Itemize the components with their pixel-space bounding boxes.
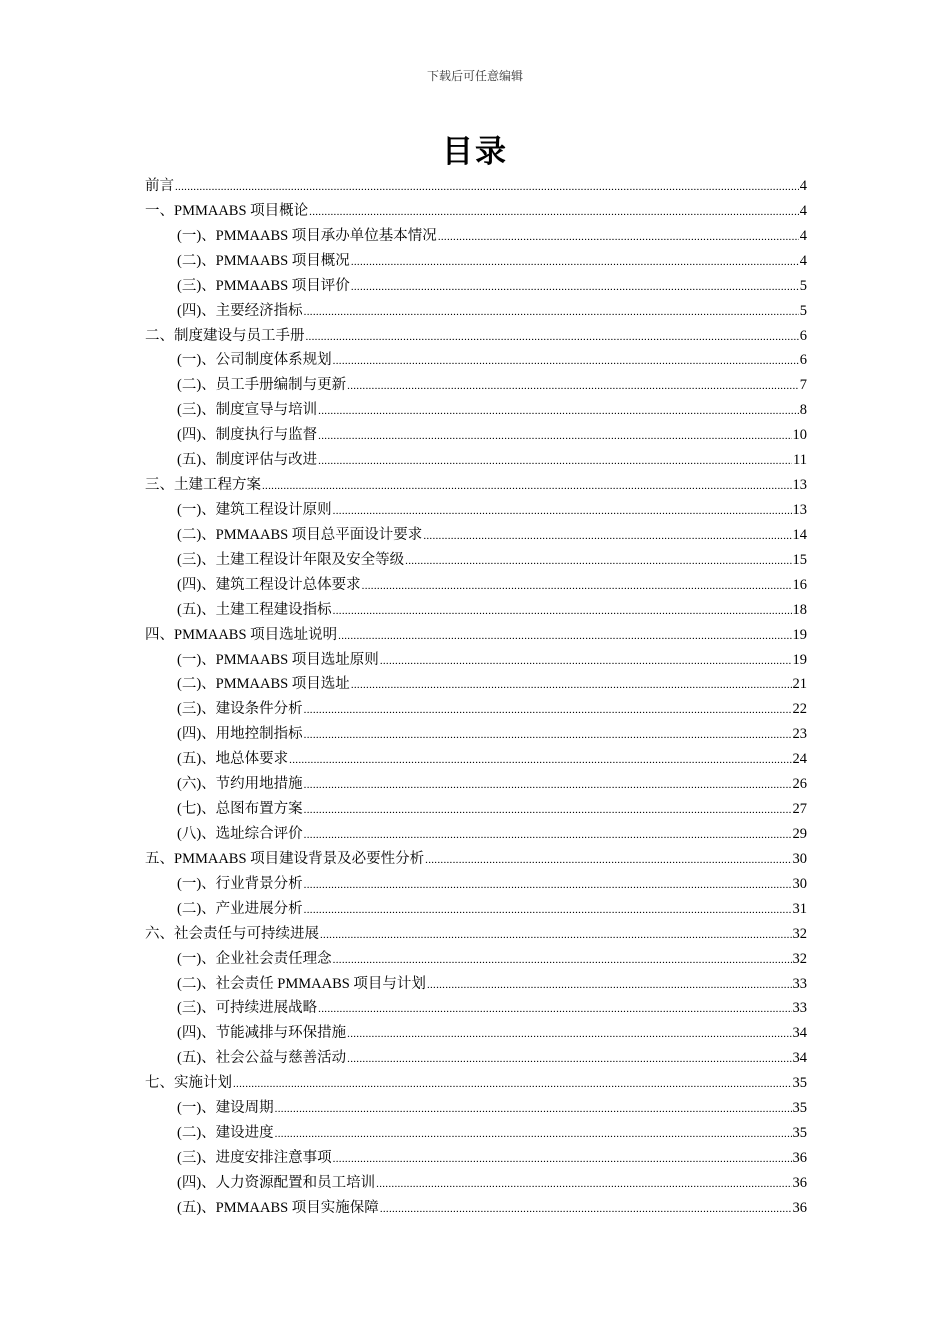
toc-entry-page: 34 — [792, 1025, 807, 1042]
toc-entry[interactable] — [145, 1171, 807, 1196]
toc-entry-page: 34 — [792, 1050, 807, 1067]
toc-leader-dots — [309, 200, 799, 225]
toc-entry-title: (二)、PMMAABS 项目概况 — [177, 252, 350, 269]
toc-entry[interactable] — [145, 1071, 807, 1096]
toc-leader-dots — [423, 524, 791, 549]
toc-entry[interactable] — [145, 324, 807, 349]
toc-leader-dots — [405, 549, 791, 574]
toc-entry-title: 二、制度建设与员工手册 — [145, 327, 305, 344]
toc-entry-title: (四)、建筑工程设计总体要求 — [177, 576, 361, 593]
toc-entry-title: (五)、土建工程建设指标 — [177, 601, 332, 618]
toc-entry[interactable] — [145, 174, 807, 199]
toc-entry-page: 26 — [792, 776, 807, 793]
toc-entry-title: (一)、PMMAABS 项目承办单位基本情况 — [177, 227, 437, 244]
toc-entry-page: 5 — [799, 277, 807, 294]
toc-entry-title: (四)、人力资源配置和员工培训 — [177, 1174, 376, 1191]
toc-entry-page: 7 — [799, 377, 807, 394]
toc-entry[interactable] — [145, 822, 807, 847]
toc-leader-dots — [306, 325, 799, 350]
toc-leader-dots — [338, 624, 791, 649]
toc-entry-page: 22 — [792, 701, 807, 718]
toc-entry-page: 15 — [792, 551, 807, 568]
toc-entry[interactable] — [145, 224, 807, 249]
toc-entry[interactable] — [145, 373, 807, 398]
toc-entry-title: (一)、PMMAABS 项目选址原则 — [177, 651, 379, 668]
toc-entry-title: (四)、用地控制指标 — [177, 726, 303, 743]
toc-entry-page: 36 — [792, 1149, 807, 1166]
page-title: 目录 — [442, 134, 508, 170]
toc-entry-title: (二)、社会责任 PMMAABS 项目与计划 — [177, 975, 426, 992]
toc-entry[interactable] — [145, 448, 807, 473]
toc-entry[interactable] — [145, 398, 807, 423]
toc-leader-dots — [376, 1172, 791, 1197]
toc-entry-title: (二)、PMMAABS 项目选址 — [177, 676, 350, 693]
toc-leader-dots — [333, 499, 792, 524]
page-header: 下载后可任意编辑 — [426, 69, 523, 83]
toc-leader-dots — [275, 1097, 792, 1122]
toc-leader-dots — [304, 300, 799, 325]
toc-leader-dots — [362, 574, 792, 599]
toc-entry[interactable] — [145, 697, 807, 722]
toc-leader-dots — [380, 649, 792, 674]
toc-entry-title: (三)、PMMAABS 项目评价 — [177, 277, 350, 294]
toc-entry-page: 32 — [792, 950, 807, 967]
toc-leader-dots — [347, 1047, 791, 1072]
toc-entry[interactable] — [145, 972, 807, 997]
toc-entry-title: (二)、PMMAABS 项目总平面设计要求 — [177, 526, 423, 543]
toc-entry-title: (四)、主要经济指标 — [177, 302, 303, 319]
toc-leader-dots — [304, 873, 792, 898]
toc-leader-dots — [318, 997, 791, 1022]
toc-entry-page: 23 — [792, 726, 807, 743]
toc-entry-page: 33 — [792, 1000, 807, 1017]
toc-entry[interactable] — [145, 1121, 807, 1146]
toc-entry[interactable] — [145, 672, 807, 697]
toc-entry-page: 4 — [799, 227, 807, 244]
toc-entry-page: 13 — [792, 501, 807, 518]
toc-entry-page: 33 — [792, 975, 807, 992]
toc-entry[interactable] — [145, 598, 807, 623]
toc-leader-dots — [333, 948, 792, 973]
table-of-contents — [145, 174, 807, 1221]
toc-leader-dots — [351, 250, 799, 275]
toc-entry[interactable] — [145, 473, 807, 498]
toc-entry[interactable] — [145, 548, 807, 573]
toc-leader-dots — [320, 923, 792, 948]
toc-leader-dots — [425, 848, 791, 873]
toc-entry-page: 11 — [793, 452, 807, 469]
toc-entry[interactable] — [145, 922, 807, 947]
toc-leader-dots — [318, 424, 791, 449]
toc-entry[interactable] — [145, 623, 807, 648]
toc-entry[interactable] — [145, 249, 807, 274]
toc-leader-dots — [333, 349, 799, 374]
toc-entry[interactable] — [145, 1046, 807, 1071]
toc-leader-dots — [304, 723, 792, 748]
toc-entry-page: 32 — [792, 925, 807, 942]
toc-entry-page: 35 — [792, 1125, 807, 1142]
toc-entry-page: 18 — [792, 601, 807, 618]
toc-entry-title: 五、PMMAABS 项目建设背景及必要性分析 — [145, 850, 425, 867]
toc-entry-page: 4 — [799, 252, 807, 269]
toc-leader-dots — [175, 175, 799, 200]
toc-entry-page: 24 — [792, 751, 807, 768]
toc-leader-dots — [347, 1022, 791, 1047]
toc-entry-title: (三)、可持续进展战略 — [177, 1000, 318, 1017]
toc-entry-page: 29 — [792, 825, 807, 842]
toc-entry[interactable] — [145, 1096, 807, 1121]
toc-entry-page: 27 — [792, 801, 807, 818]
toc-entry-title: 六、社会责任与可持续进展 — [145, 925, 319, 942]
toc-entry[interactable] — [145, 772, 807, 797]
toc-leader-dots — [427, 973, 792, 998]
toc-entry-title: 前言 — [145, 178, 174, 194]
toc-entry-title: 三、土建工程方案 — [145, 477, 261, 494]
toc-entry[interactable] — [145, 897, 807, 922]
toc-entry-title: (二)、产业进展分析 — [177, 900, 303, 917]
toc-leader-dots — [304, 898, 792, 923]
toc-entry-title: (一)、行业背景分析 — [177, 875, 303, 892]
toc-leader-dots — [262, 474, 792, 499]
toc-entry[interactable] — [145, 747, 807, 772]
toc-entry-title: (三)、土建工程设计年限及安全等级 — [177, 551, 405, 568]
toc-entry-page: 14 — [792, 526, 807, 543]
toc-leader-dots — [304, 773, 792, 798]
toc-entry[interactable] — [145, 1021, 807, 1046]
toc-entry-title: (五)、地总体要求 — [177, 751, 289, 768]
toc-entry-title: (一)、企业社会责任理念 — [177, 950, 332, 967]
toc-entry-title: (四)、节能减排与环保措施 — [177, 1025, 347, 1042]
toc-entry-page: 5 — [799, 302, 807, 319]
toc-entry[interactable] — [145, 348, 807, 373]
toc-entry-page: 6 — [799, 352, 807, 369]
toc-leader-dots — [275, 1122, 792, 1147]
toc-entry-title: (五)、PMMAABS 项目实施保障 — [177, 1199, 379, 1216]
toc-entry-title: (一)、建筑工程设计原则 — [177, 501, 332, 518]
toc-leader-dots — [289, 748, 791, 773]
toc-leader-dots — [438, 225, 799, 250]
toc-entry[interactable] — [145, 199, 807, 224]
toc-entry-page: 13 — [792, 477, 807, 494]
toc-entry-page: 10 — [792, 427, 807, 444]
toc-entry[interactable] — [145, 648, 807, 673]
toc-entry-page: 36 — [792, 1199, 807, 1216]
toc-entry-page: 19 — [792, 651, 807, 668]
toc-entry-page: 31 — [792, 900, 807, 917]
toc-entry[interactable] — [145, 523, 807, 548]
toc-leader-dots — [304, 823, 792, 848]
toc-entry-title: (八)、选址综合评价 — [177, 825, 303, 842]
toc-entry[interactable] — [145, 299, 807, 324]
toc-entry[interactable] — [145, 573, 807, 598]
toc-entry-title: (七)、总图布置方案 — [177, 801, 303, 818]
toc-entry[interactable] — [145, 797, 807, 822]
toc-leader-dots — [351, 673, 792, 698]
toc-entry-title: (三)、进度安排注意事项 — [177, 1149, 332, 1166]
toc-leader-dots — [304, 698, 792, 723]
toc-entry[interactable] — [145, 722, 807, 747]
toc-entry-title: (三)、制度宣导与培训 — [177, 402, 318, 419]
toc-entry-title: 一、PMMAABS 项目概论 — [145, 202, 309, 219]
toc-entry-page: 30 — [792, 875, 807, 892]
toc-entry[interactable] — [145, 847, 807, 872]
toc-entry-title: (六)、节约用地措施 — [177, 776, 303, 793]
toc-entry-page: 21 — [792, 676, 807, 693]
toc-leader-dots — [333, 599, 792, 624]
toc-entry-title: (四)、制度执行与监督 — [177, 427, 318, 444]
toc-entry-page: 19 — [792, 626, 807, 643]
toc-entry[interactable] — [145, 423, 807, 448]
toc-entry[interactable] — [145, 1196, 807, 1221]
toc-leader-dots — [318, 449, 792, 474]
toc-entry-page: 4 — [799, 202, 807, 219]
toc-entry-title: (二)、建设进度 — [177, 1125, 274, 1142]
toc-leader-dots — [318, 399, 799, 424]
toc-entry-page: 6 — [799, 327, 807, 344]
toc-entry-page: 16 — [792, 576, 807, 593]
toc-leader-dots — [351, 275, 799, 300]
toc-entry-title: (五)、社会公益与慈善活动 — [177, 1050, 347, 1067]
toc-leader-dots — [347, 374, 799, 399]
toc-entry-title: (一)、公司制度体系规划 — [177, 352, 332, 369]
toc-entry-page: 35 — [792, 1075, 807, 1092]
toc-entry[interactable] — [145, 996, 807, 1021]
toc-entry[interactable] — [145, 1146, 807, 1171]
toc-leader-dots — [233, 1072, 792, 1097]
toc-entry-title: 七、实施计划 — [145, 1075, 232, 1092]
toc-entry-page: 36 — [792, 1174, 807, 1191]
toc-leader-dots — [304, 798, 792, 823]
toc-entry[interactable] — [145, 947, 807, 972]
toc-leader-dots — [380, 1197, 792, 1222]
toc-entry-page: 4 — [799, 178, 807, 194]
toc-entry-page: 30 — [792, 850, 807, 867]
toc-entry-page: 8 — [799, 402, 807, 419]
toc-entry-title: (一)、建设周期 — [177, 1100, 274, 1117]
toc-leader-dots — [333, 1147, 792, 1172]
toc-entry[interactable] — [145, 274, 807, 299]
toc-entry[interactable] — [145, 872, 807, 897]
toc-entry-title: (三)、建设条件分析 — [177, 701, 303, 718]
toc-entry[interactable] — [145, 498, 807, 523]
toc-entry-title: (二)、员工手册编制与更新 — [177, 377, 347, 394]
toc-entry-title: 四、PMMAABS 项目选址说明 — [145, 626, 338, 643]
toc-entry-title: (五)、制度评估与改进 — [177, 452, 318, 469]
toc-entry-page: 35 — [792, 1100, 807, 1117]
